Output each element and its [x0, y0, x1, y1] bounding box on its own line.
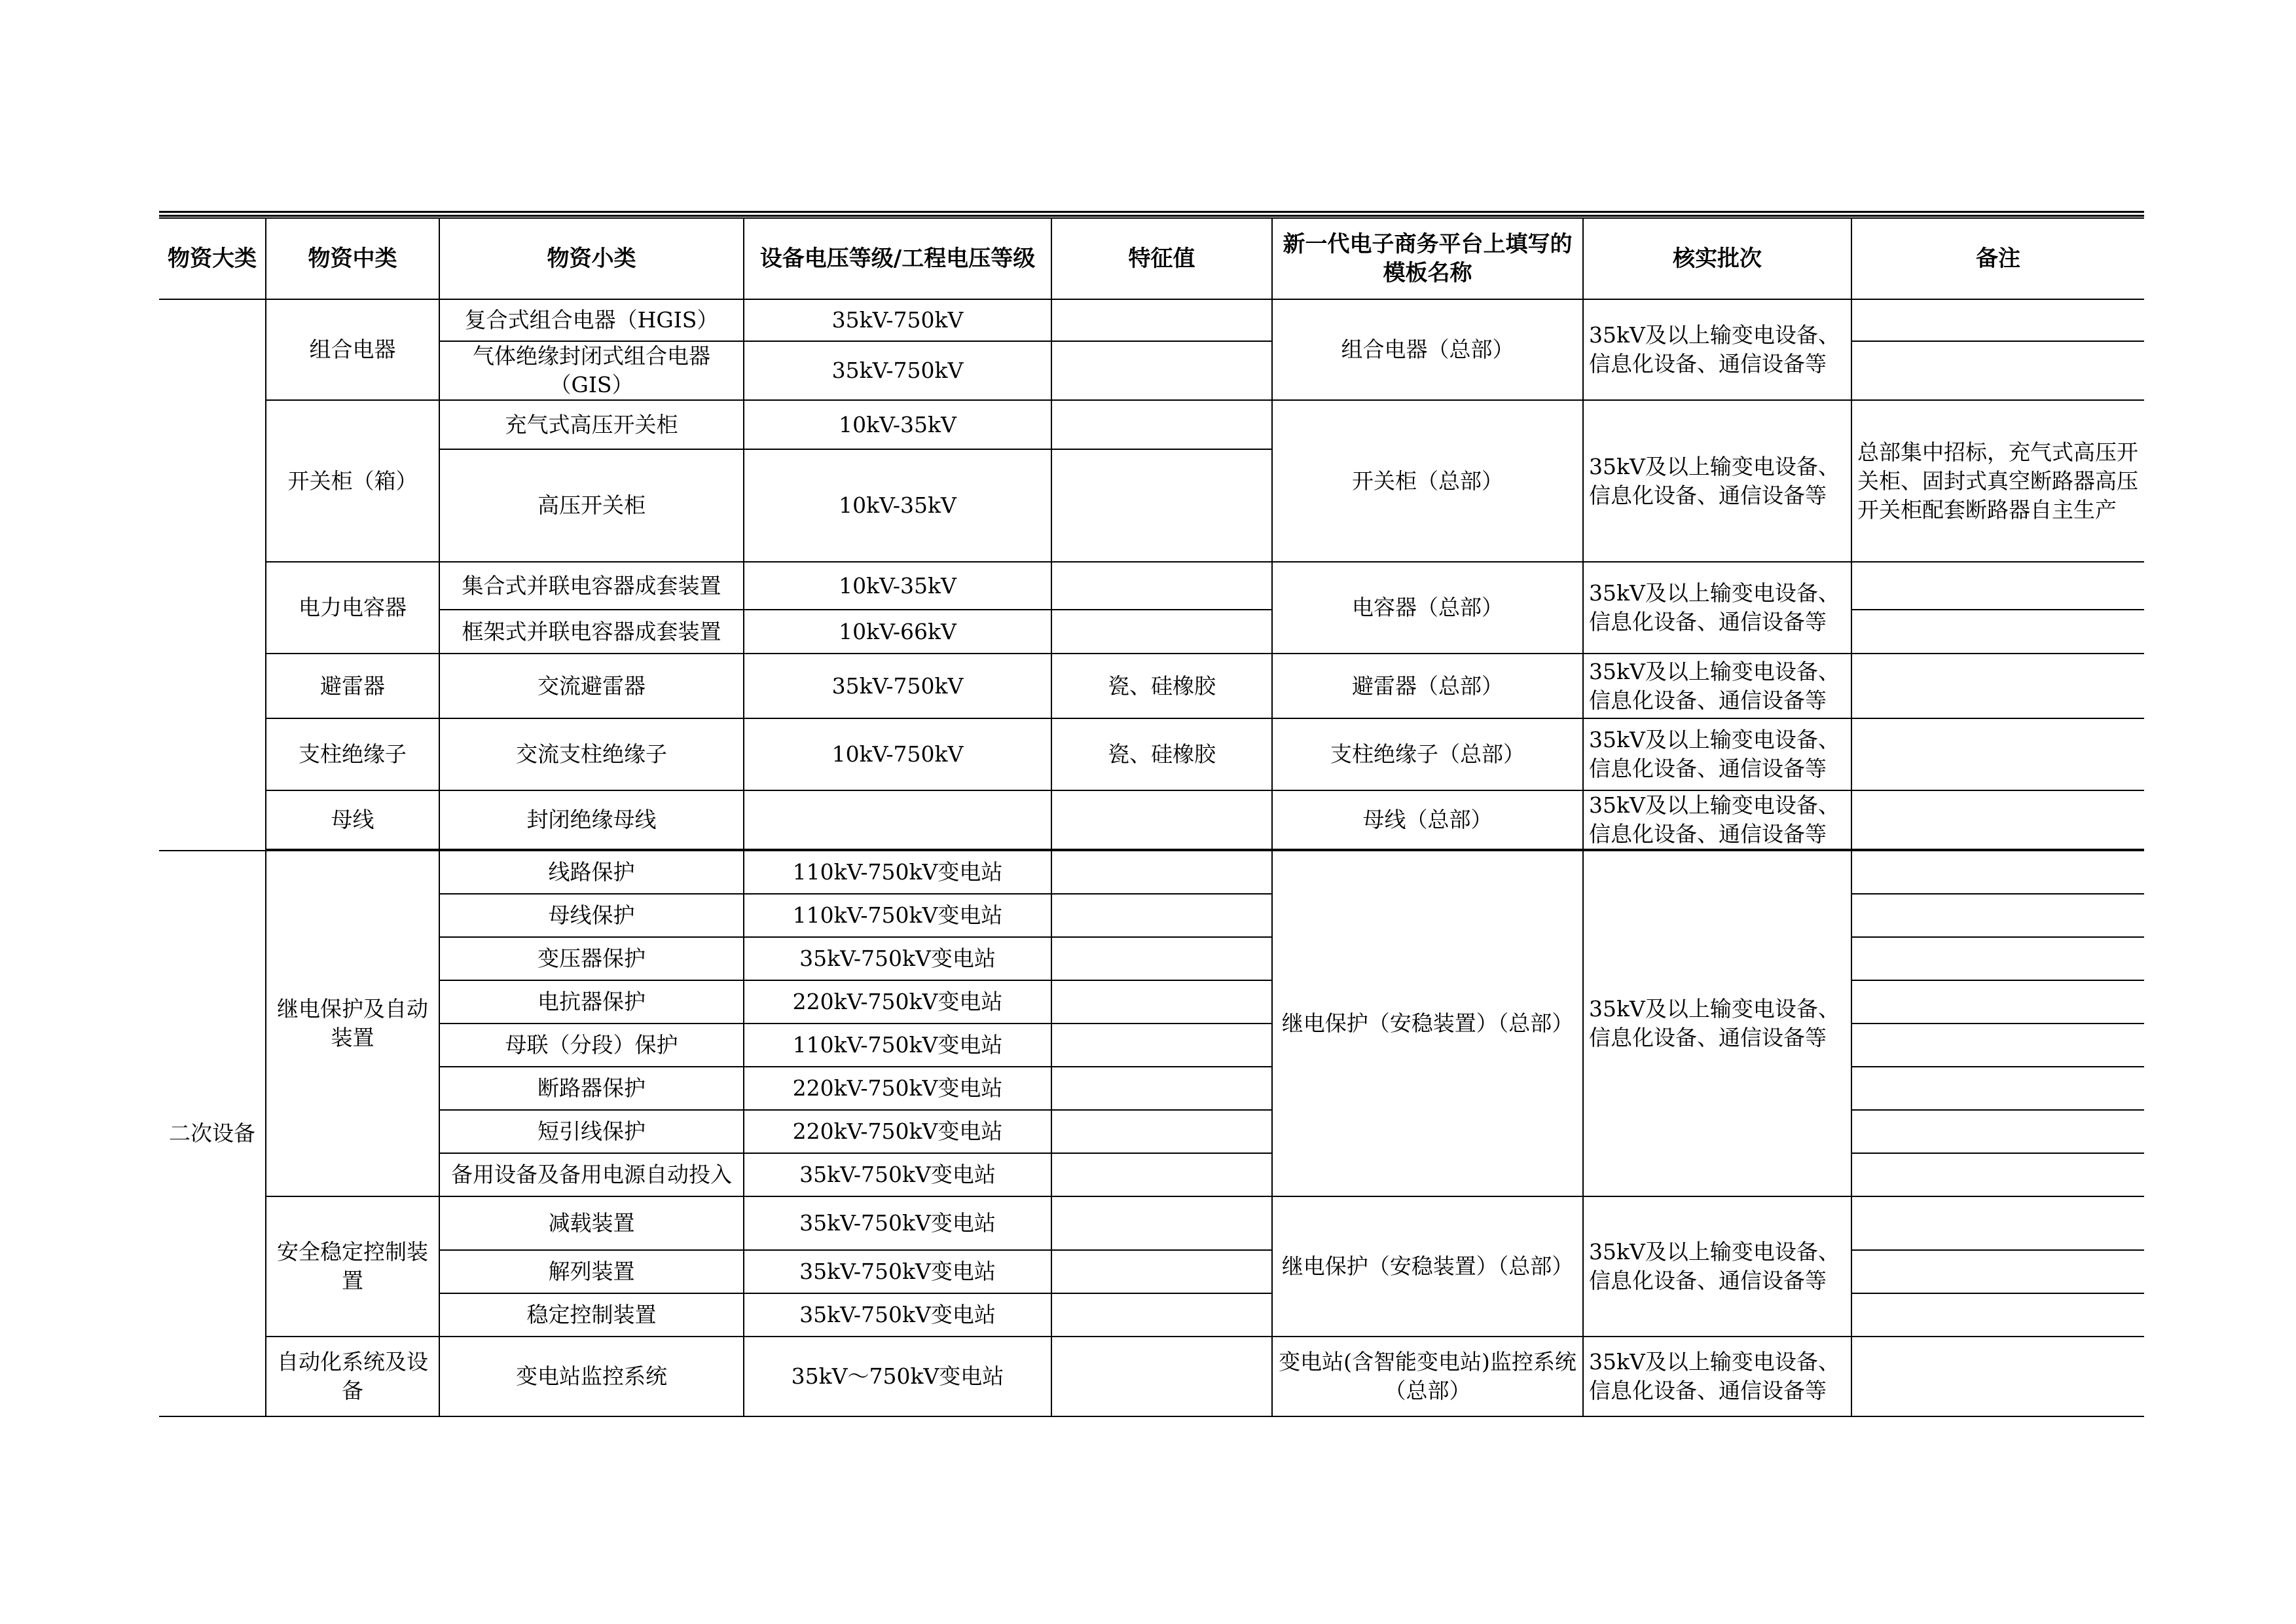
batch-cell: 35kV及以上输变电设备、信息化设备、通信设备等 — [1583, 299, 1851, 400]
header-voltage-level: 设备电压等级/工程电压等级 — [744, 218, 1051, 299]
feature-cell: 瓷、硅橡胶 — [1051, 654, 1272, 718]
template-cell: 继电保护（安稳装置）（总部） — [1272, 851, 1583, 1196]
sub-category-cell: 解列装置 — [439, 1250, 744, 1293]
table-row — [159, 654, 2144, 718]
voltage-cell: 220kV-750kV变电站 — [744, 980, 1051, 1024]
voltage-cell: 35kV-750kV变电站 — [744, 937, 1051, 980]
voltage-cell: 35kV-750kV — [744, 654, 1051, 718]
remark-cell — [1851, 654, 2144, 718]
voltage-cell: 35kV-750kV变电站 — [744, 1196, 1051, 1250]
feature-cell — [1051, 1153, 1272, 1196]
sub-category-cell: 变电站监控系统 — [439, 1337, 744, 1416]
feature-cell — [1051, 610, 1272, 654]
header-remark: 备注 — [1851, 218, 2144, 299]
mid-category-cell: 组合电器 — [266, 299, 439, 400]
header-feature-value: 特征值 — [1051, 218, 1272, 299]
top-double-rule-inner — [159, 215, 2144, 217]
feature-cell — [1051, 1024, 1272, 1067]
voltage-cell: 35kV～750kV变电站 — [744, 1337, 1051, 1416]
header-mid-category: 物资中类 — [266, 218, 439, 299]
feature-cell — [1051, 299, 1272, 341]
sub-category-cell: 高压开关柜 — [439, 449, 744, 562]
batch-cell: 35kV及以上输变电设备、信息化设备、通信设备等 — [1583, 718, 1851, 790]
remark-cell — [1851, 299, 2144, 341]
mid-category-cell: 安全稳定控制装置 — [266, 1196, 439, 1337]
sub-category-cell: 交流避雷器 — [439, 654, 744, 718]
batch-cell: 35kV及以上输变电设备、信息化设备、通信设备等 — [1583, 400, 1851, 562]
voltage-cell: 10kV-35kV — [744, 449, 1051, 562]
mid-category-cell: 自动化系统及设备 — [266, 1337, 439, 1416]
remark-cell — [1851, 341, 2144, 400]
feature-cell — [1051, 1293, 1272, 1337]
feature-cell — [1051, 1110, 1272, 1153]
voltage-cell: 10kV-66kV — [744, 610, 1051, 654]
voltage-cell: 35kV-750kV — [744, 341, 1051, 400]
major-category-cell: 二次设备 — [159, 851, 266, 1416]
voltage-cell: 35kV-750kV — [744, 299, 1051, 341]
remark-cell — [1851, 1067, 2144, 1110]
feature-cell — [1051, 790, 1272, 849]
remark-cell — [1851, 937, 2144, 980]
template-cell: 电容器（总部） — [1272, 562, 1583, 654]
remark-cell — [1851, 718, 2144, 790]
top-double-rule — [159, 211, 2144, 213]
table-row — [159, 790, 2144, 849]
sub-category-cell: 母线保护 — [439, 894, 744, 937]
sub-category-cell: 电抗器保护 — [439, 980, 744, 1024]
feature-cell — [1051, 341, 1272, 400]
remark-cell — [1851, 1110, 2144, 1153]
remark-cell — [1851, 894, 2144, 937]
template-cell: 支柱绝缘子（总部） — [1272, 718, 1583, 790]
major-category-cell — [159, 299, 266, 851]
mid-category-cell: 支柱绝缘子 — [266, 718, 439, 790]
voltage-cell — [744, 790, 1051, 849]
table-row — [159, 562, 2144, 610]
voltage-cell: 10kV-35kV — [744, 400, 1051, 449]
feature-cell — [1051, 1250, 1272, 1293]
remark-cell — [1851, 1024, 2144, 1067]
remark-cell — [1851, 1293, 2144, 1337]
feature-cell — [1051, 1337, 1272, 1416]
mid-category-cell: 继电保护及自动装置 — [266, 851, 439, 1196]
header-sub-category: 物资小类 — [439, 218, 744, 299]
sub-category-cell: 框架式并联电容器成套装置 — [439, 610, 744, 654]
sub-category-cell: 稳定控制装置 — [439, 1293, 744, 1337]
feature-cell — [1051, 851, 1272, 894]
batch-cell: 35kV及以上输变电设备、信息化设备、通信设备等 — [1583, 1337, 1851, 1416]
remark-cell — [1851, 1153, 2144, 1196]
remark-cell — [1851, 851, 2144, 894]
mid-category-cell: 电力电容器 — [266, 562, 439, 654]
voltage-cell: 35kV-750kV变电站 — [744, 1153, 1051, 1196]
template-cell: 组合电器（总部） — [1272, 299, 1583, 400]
sub-category-cell: 气体绝缘封闭式组合电器（GIS） — [439, 341, 744, 400]
feature-cell — [1051, 449, 1272, 562]
header-template-name: 新一代电子商务平台上填写的模板名称 — [1272, 218, 1583, 299]
feature-cell — [1051, 400, 1272, 449]
template-cell: 继电保护（安稳装置）（总部） — [1272, 1196, 1583, 1337]
sub-category-cell: 短引线保护 — [439, 1110, 744, 1153]
remark-cell — [1851, 790, 2144, 849]
sub-category-cell: 断路器保护 — [439, 1067, 744, 1110]
remark-cell: 总部集中招标，充气式高压开关柜、固封式真空断路器高压开关柜配套断路器自主生产 — [1851, 400, 2144, 562]
sub-category-cell: 集合式并联电容器成套装置 — [439, 562, 744, 610]
feature-cell: 瓷、硅橡胶 — [1051, 718, 1272, 790]
sub-category-cell: 封闭绝缘母线 — [439, 790, 744, 849]
batch-cell: 35kV及以上输变电设备、信息化设备、通信设备等 — [1583, 562, 1851, 654]
template-cell: 避雷器（总部） — [1272, 654, 1583, 718]
feature-cell — [1051, 894, 1272, 937]
sub-category-cell: 充气式高压开关柜 — [439, 400, 744, 449]
table-row — [159, 1196, 2144, 1250]
batch-cell: 35kV及以上输变电设备、信息化设备、通信设备等 — [1583, 654, 1851, 718]
voltage-cell: 220kV-750kV变电站 — [744, 1067, 1051, 1110]
sub-category-cell: 母联（分段）保护 — [439, 1024, 744, 1067]
voltage-cell: 35kV-750kV变电站 — [744, 1293, 1051, 1337]
mid-category-cell: 开关柜（箱） — [266, 400, 439, 562]
table-row — [159, 299, 2144, 341]
remark-cell — [1851, 980, 2144, 1024]
voltage-cell: 35kV-750kV变电站 — [744, 1250, 1051, 1293]
feature-cell — [1051, 937, 1272, 980]
template-cell: 母线（总部） — [1272, 790, 1583, 849]
feature-cell — [1051, 980, 1272, 1024]
table-row — [159, 718, 2144, 790]
feature-cell — [1051, 1067, 1272, 1110]
remark-cell — [1851, 1196, 2144, 1250]
voltage-cell: 110kV-750kV变电站 — [744, 1024, 1051, 1067]
sub-category-cell: 变压器保护 — [439, 937, 744, 980]
header-row — [159, 218, 2144, 299]
sub-category-cell: 复合式组合电器（HGIS） — [439, 299, 744, 341]
voltage-cell: 110kV-750kV变电站 — [744, 894, 1051, 937]
header-major-category: 物资大类 — [159, 218, 266, 299]
sub-category-cell: 线路保护 — [439, 851, 744, 894]
batch-cell: 35kV及以上输变电设备、信息化设备、通信设备等 — [1583, 1196, 1851, 1337]
header-batch: 核实批次 — [1583, 218, 1851, 299]
mid-category-cell: 母线 — [266, 790, 439, 849]
remark-cell — [1851, 1337, 2144, 1416]
table-row — [159, 1337, 2144, 1416]
remark-cell — [1851, 1250, 2144, 1293]
voltage-cell: 10kV-750kV — [744, 718, 1051, 790]
batch-cell: 35kV及以上输变电设备、信息化设备、通信设备等 — [1583, 851, 1851, 1196]
feature-cell — [1051, 1196, 1272, 1250]
sub-category-cell: 减载装置 — [439, 1196, 744, 1250]
voltage-cell: 10kV-35kV — [744, 562, 1051, 610]
voltage-cell: 110kV-750kV变电站 — [744, 851, 1051, 894]
table-row — [159, 851, 2144, 894]
table-row — [159, 400, 2144, 449]
sub-category-cell: 交流支柱绝缘子 — [439, 718, 744, 790]
remark-cell — [1851, 610, 2144, 654]
template-cell: 变电站(含智能变电站)监控系统（总部） — [1272, 1337, 1583, 1416]
sub-category-cell: 备用设备及备用电源自动投入 — [439, 1153, 744, 1196]
template-cell: 开关柜（总部） — [1272, 400, 1583, 562]
remark-cell — [1851, 562, 2144, 610]
voltage-cell: 220kV-750kV变电站 — [744, 1110, 1051, 1153]
mid-category-cell: 避雷器 — [266, 654, 439, 718]
batch-cell: 35kV及以上输变电设备、信息化设备、通信设备等 — [1583, 790, 1851, 849]
materials-table — [159, 217, 2144, 1417]
feature-cell — [1051, 562, 1272, 610]
